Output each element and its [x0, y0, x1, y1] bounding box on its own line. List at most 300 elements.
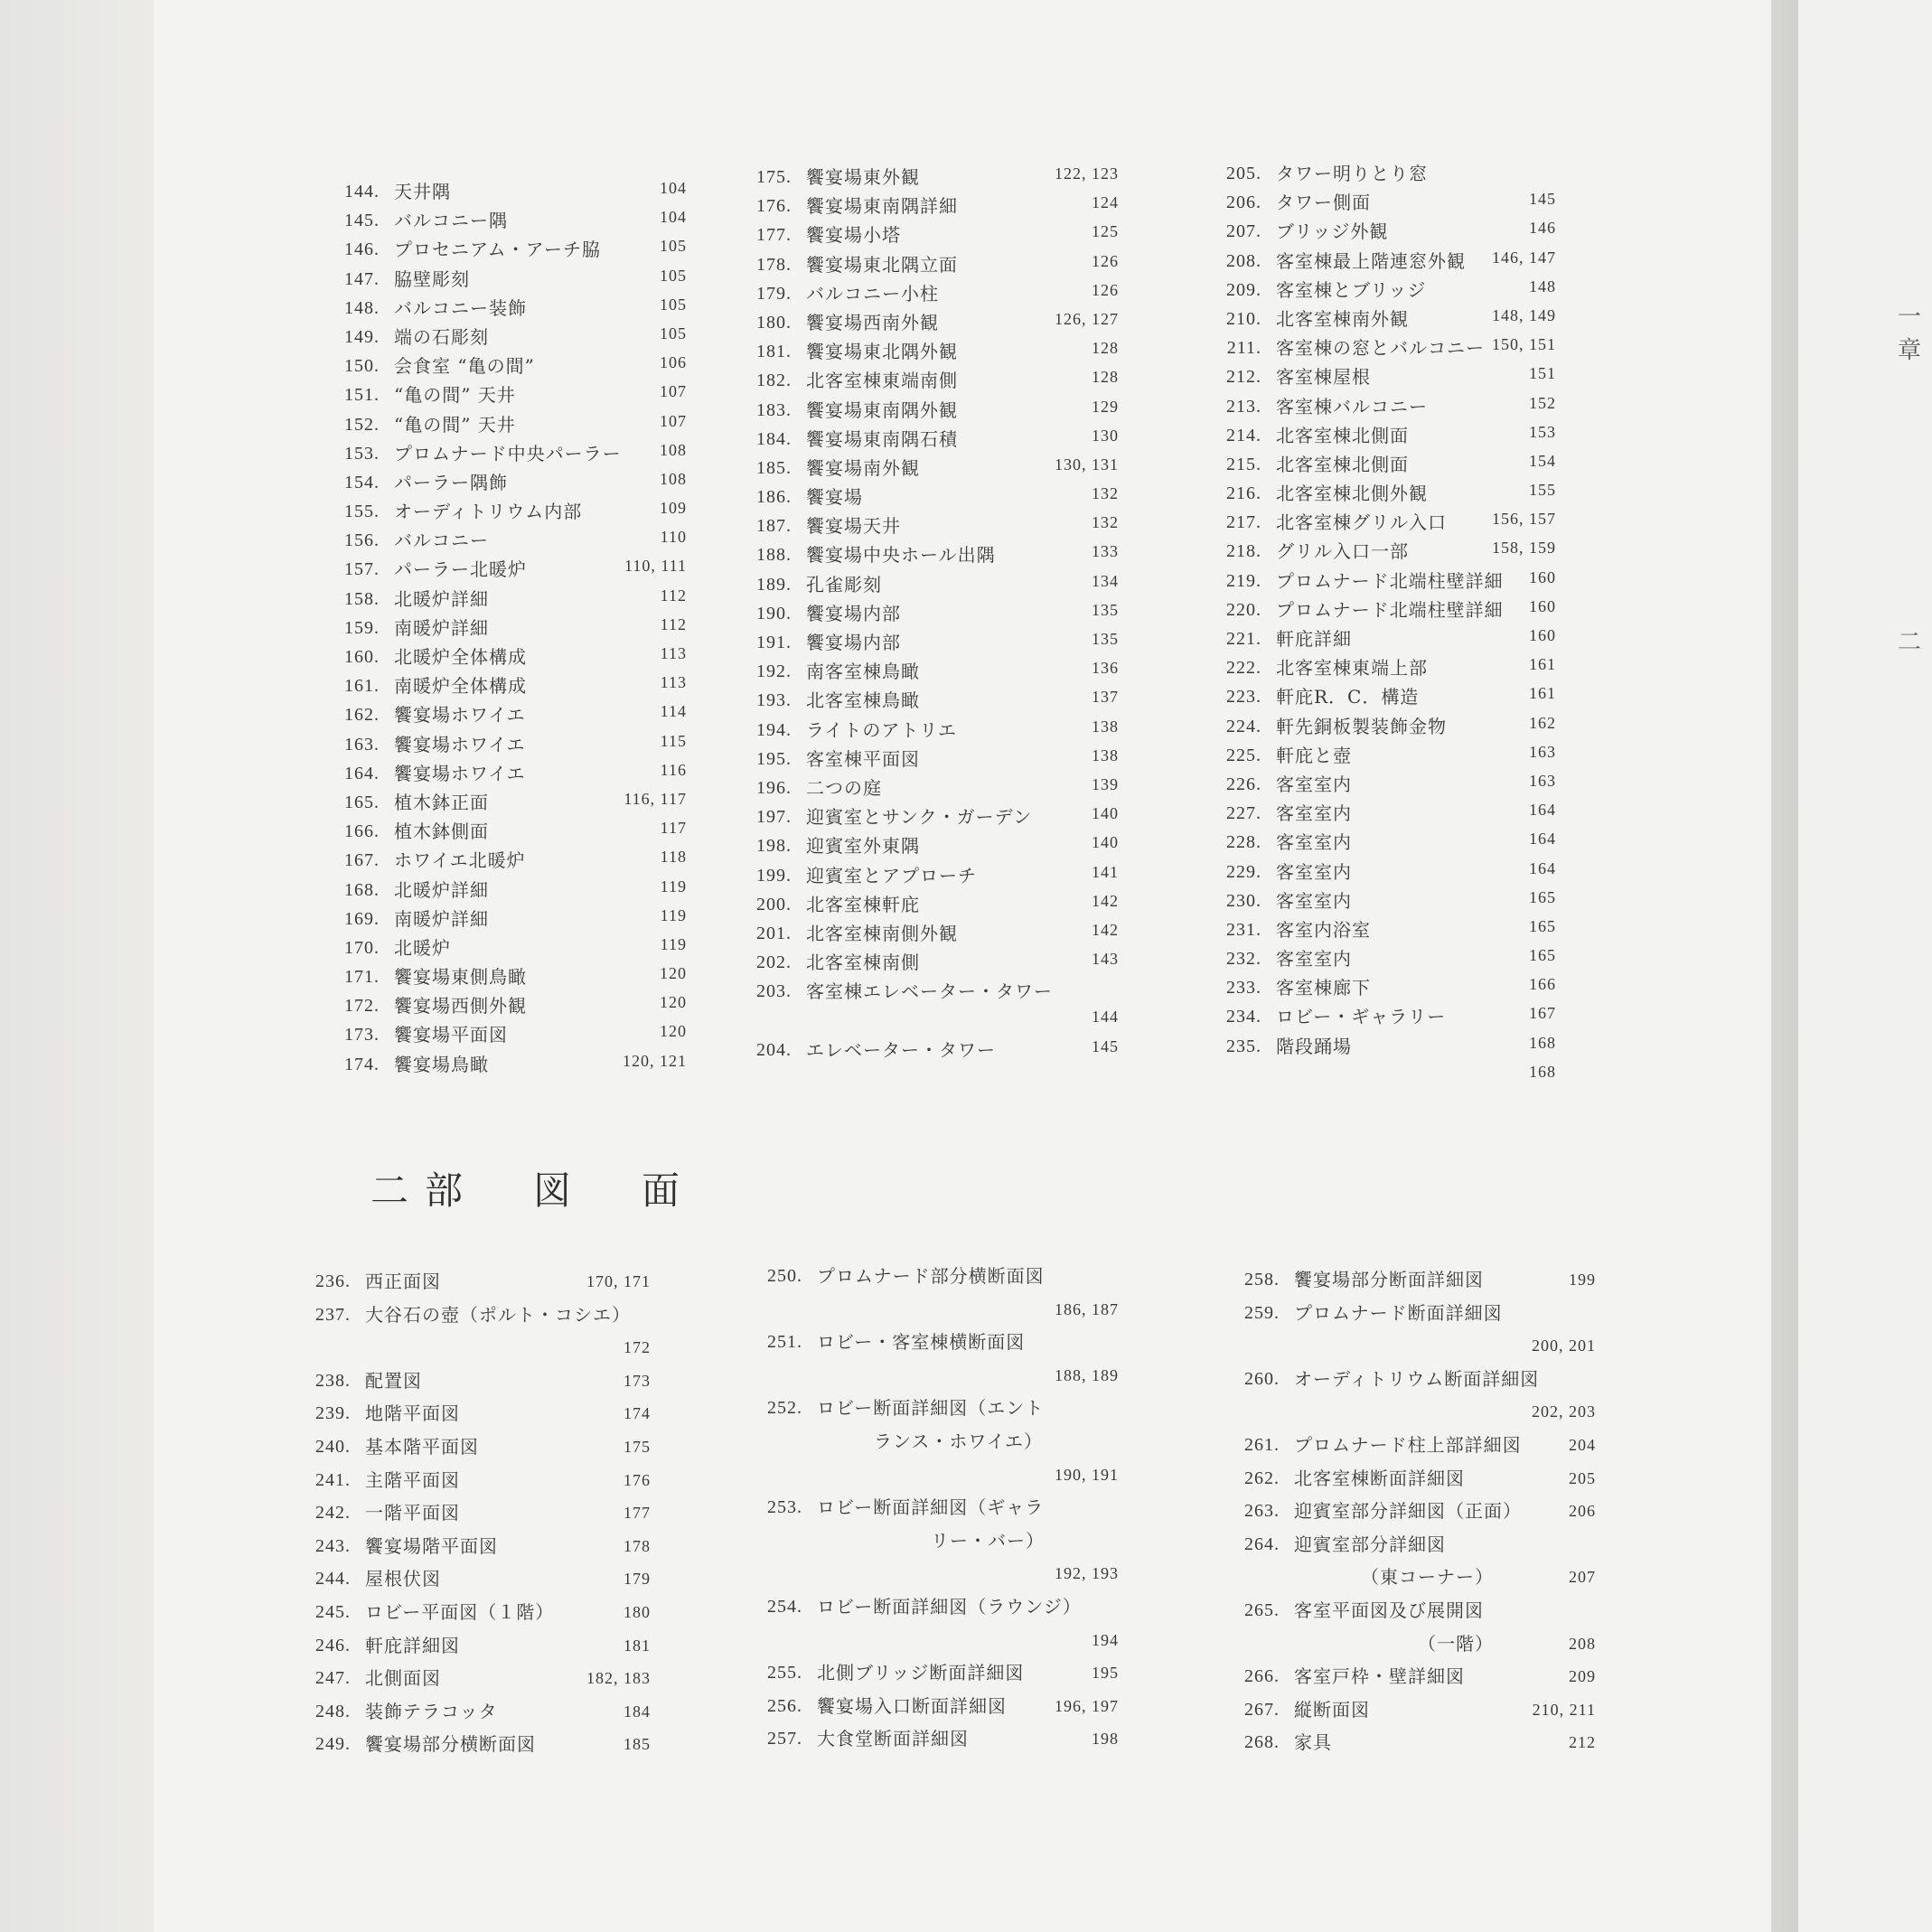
index-entry: [316, 1050, 687, 1079]
entry-number: 241.: [315, 1469, 351, 1490]
index-entry: [1198, 362, 1556, 391]
entry-pages: 132: [1092, 484, 1119, 503]
index-entry: [1216, 1462, 1596, 1496]
index-entry: [728, 802, 1119, 831]
entry-title: 北暖炉: [394, 936, 451, 959]
index-entry: [739, 1392, 1119, 1425]
entry-pages: 164: [1529, 801, 1556, 820]
entry-number: 203.: [756, 981, 792, 1002]
entry-pages: 207: [1569, 1568, 1596, 1587]
entry-title: 軒庇詳細図: [365, 1634, 460, 1656]
entry-number: 148.: [344, 297, 380, 318]
index-entry: [1216, 1263, 1596, 1297]
entry-pages: 142: [1092, 920, 1119, 939]
index-entry: [728, 163, 1119, 192]
entry-title: “亀の間” 天井: [394, 413, 516, 436]
entry-number: 220.: [1226, 599, 1261, 620]
index-entry: [316, 788, 687, 817]
entry-title: リー・バー）: [817, 1529, 1045, 1552]
entry-title: 迎賓室とアプローチ: [806, 864, 977, 886]
index-entry: [1198, 653, 1556, 682]
index-entry: [287, 1464, 651, 1497]
entry-pages: 154: [1529, 451, 1556, 470]
entry-pages: 116: [660, 760, 687, 779]
entry-number: 202.: [756, 952, 792, 973]
entry-pages: 181: [624, 1636, 651, 1655]
entry-title: 饗宴場入口断面詳細図: [817, 1694, 1007, 1717]
index-entry: [1198, 1032, 1556, 1061]
entry-title: 孔雀彫刻: [806, 573, 882, 596]
entry-number: 215.: [1226, 454, 1261, 474]
entry-title: 軒庇と壺: [1276, 744, 1352, 766]
index-column: [1216, 1263, 1596, 1759]
entry-pages: 200, 201: [1532, 1336, 1596, 1355]
index-entry: [728, 628, 1119, 657]
entry-title: ロビー・客室棟横断面図: [817, 1331, 1026, 1354]
entry-title: 客室内浴室: [1276, 918, 1371, 941]
index-entry: [739, 1260, 1119, 1293]
entry-pages: 138: [1092, 746, 1119, 764]
entry-number: 253.: [767, 1497, 802, 1518]
entry-title: 南客室棟鳥瞰: [806, 661, 920, 683]
entry-number: 198.: [756, 836, 792, 857]
index-entry: [316, 323, 687, 352]
entry-title: ランス・ホワイエ）: [817, 1430, 1043, 1452]
entry-pages: 162: [1529, 713, 1556, 732]
entry-number: 232.: [1226, 949, 1261, 970]
index-column: [1198, 159, 1556, 1090]
index-entry: [316, 817, 687, 846]
entry-number: 249.: [315, 1734, 351, 1755]
entry-number: 210.: [1226, 308, 1261, 329]
entry-title: ロビー断面詳細図（エント: [817, 1397, 1045, 1420]
entry-number: 246.: [315, 1635, 351, 1655]
entry-number: 238.: [315, 1370, 351, 1391]
entry-pages: 150, 151: [1492, 335, 1556, 354]
index-entry: [287, 1530, 651, 1563]
entry-number: 243.: [315, 1535, 351, 1556]
entry-pages: 174: [624, 1404, 651, 1423]
entry-pages: 168: [1529, 1033, 1556, 1052]
entry-title: プロムナード柱上部詳細図: [1294, 1433, 1522, 1456]
index-entry: [1198, 944, 1556, 973]
entry-title: （一階）: [1294, 1632, 1494, 1655]
entry-number: 268.: [1244, 1732, 1280, 1753]
entry-number: 251.: [767, 1332, 802, 1353]
index-entry: [1198, 247, 1556, 276]
entry-title: 北側面図: [365, 1667, 441, 1690]
entry-pages: 143: [1092, 950, 1119, 969]
entry-title: 饗宴場東南隅詳細: [806, 195, 958, 218]
entry-number: 173.: [344, 1025, 380, 1046]
entry-title: 北側ブリッジ断面詳細図: [817, 1662, 1025, 1684]
entry-pages: 177: [624, 1504, 651, 1523]
entry-title: 客室棟とブリッジ: [1276, 278, 1427, 301]
entry-title: 迎賓室部分詳細図（正面）: [1294, 1500, 1522, 1523]
entry-title: 饗宴場部分断面詳細図: [1294, 1269, 1484, 1290]
next-page-edge: [1798, 0, 1932, 1932]
entry-title: 客室棟エレベーター・タワー: [806, 980, 1053, 1003]
entry-number: 159.: [344, 617, 380, 638]
entry-title: 階段踊場: [1276, 1035, 1352, 1057]
entry-number: 172.: [344, 996, 380, 1017]
index-entry: [316, 876, 687, 905]
entry-title: 一階平面図: [365, 1502, 460, 1524]
entry-title: バルコニー装飾: [394, 296, 527, 319]
entry-title: “亀の間” 天井: [394, 384, 516, 407]
entry-pages: 144: [1092, 1008, 1119, 1027]
index-entry: [316, 905, 687, 933]
index-entry: [739, 1656, 1119, 1690]
entry-number: 165.: [344, 792, 380, 812]
entry-number: 176.: [756, 196, 792, 217]
entry-number: 196.: [756, 777, 792, 798]
entry-number: 237.: [315, 1304, 351, 1325]
index-entry: [728, 686, 1119, 715]
index-entry: [316, 642, 687, 671]
entry-number: 248.: [315, 1701, 351, 1721]
index-entry: [1198, 770, 1556, 799]
entry-number: 219.: [1226, 570, 1261, 591]
entry-number: 175.: [756, 167, 792, 187]
entry-pages: 167: [1529, 1004, 1556, 1023]
entry-number: 180.: [756, 312, 792, 333]
entry-title: ホワイエ北暖炉: [394, 849, 526, 872]
index-entry: [728, 483, 1119, 511]
entry-title: 植木鉢正面: [394, 791, 489, 813]
index-entry: [1216, 1726, 1596, 1759]
entry-pages: 130, 131: [1055, 455, 1119, 474]
entry-number: 149.: [344, 326, 380, 347]
index-entry: [287, 1430, 651, 1464]
entry-pages: 113: [660, 673, 687, 692]
entry-pages: 134: [1092, 571, 1119, 590]
index-entry: [287, 1397, 651, 1430]
index-entry: [316, 614, 687, 642]
entry-title: オーディトリウム内部: [394, 501, 583, 523]
entry-title: ロビー・ギャラリー: [1276, 1006, 1447, 1028]
entry-number: 193.: [756, 690, 792, 711]
entry-pages: 206: [1569, 1502, 1596, 1521]
entry-pages: 192, 193: [1055, 1564, 1119, 1583]
entry-title: 饗宴場東北隅立面: [806, 253, 958, 276]
entry-title: 北客室棟グリル入口: [1276, 511, 1447, 534]
index-entry: [1198, 828, 1556, 857]
entry-pages: 104: [660, 179, 687, 197]
entry-pages: 163: [1529, 742, 1556, 761]
entry-pages: 120: [660, 964, 687, 983]
entry-pages: 126: [1092, 280, 1119, 299]
entry-number: 254.: [767, 1596, 802, 1617]
entry-number: 260.: [1244, 1368, 1280, 1389]
entry-pages: 129: [1092, 397, 1119, 416]
entry-number: 209.: [1226, 279, 1261, 300]
entry-title: 饗宴場ホワイエ: [394, 704, 526, 727]
entry-pages: 148: [1529, 277, 1556, 295]
index-entry: [739, 1624, 1119, 1657]
index-entry: [316, 410, 687, 439]
entry-title: 南暖炉詳細: [394, 907, 489, 930]
entry-pages: 119: [660, 877, 687, 896]
entry-number: 221.: [1226, 629, 1261, 649]
entry-pages: 212: [1569, 1733, 1596, 1752]
entry-pages: 160: [1529, 596, 1556, 615]
entry-number: 192.: [756, 661, 792, 682]
entry-title: 北暖炉全体構成: [394, 646, 527, 668]
index-entry: [1198, 567, 1556, 596]
entry-number: 205.: [1226, 164, 1261, 183]
entry-title: 縦断面図: [1294, 1698, 1370, 1721]
entry-pages: 208: [1569, 1634, 1596, 1653]
entry-pages: 161: [1529, 655, 1556, 674]
index-entry: [1216, 1693, 1596, 1727]
entry-pages: 184: [624, 1702, 651, 1721]
entry-title: 客室室内: [1276, 889, 1352, 912]
entry-title: 屋根伏図: [365, 1568, 441, 1590]
entry-pages: 186, 187: [1055, 1299, 1119, 1318]
entry-number: 240.: [315, 1436, 351, 1457]
index-entry: [287, 1299, 651, 1332]
index-entry: [1198, 392, 1556, 421]
entry-number: 178.: [756, 254, 792, 275]
entry-number: 218.: [1226, 541, 1261, 562]
entry-number: 211.: [1226, 338, 1261, 359]
index-entry: [739, 1557, 1119, 1590]
index-entry: [1198, 450, 1556, 479]
entry-title: 北客室棟南側: [806, 952, 920, 974]
index-entry: [1198, 799, 1556, 828]
entry-number: 224.: [1226, 716, 1261, 736]
entry-title: 客室戸枠・壁詳細図: [1294, 1665, 1465, 1688]
entry-pages: 172: [624, 1338, 651, 1357]
index-entry: [1216, 1594, 1596, 1627]
entry-pages: 166: [1529, 975, 1556, 994]
entry-title: 饗宴場部分横断面図: [365, 1733, 536, 1756]
entry-title: 客室室内: [1276, 948, 1352, 971]
next-page-text: 二: [1898, 629, 1922, 656]
entry-pages: 205: [1569, 1468, 1596, 1487]
entry-number: 166.: [344, 821, 380, 842]
entry-pages: 202, 203: [1532, 1402, 1596, 1421]
entry-pages: 128: [1092, 339, 1119, 358]
entry-title: 配置図: [365, 1369, 422, 1392]
entry-title: 客室平面図及び展開図: [1294, 1599, 1484, 1621]
entry-title: 客室室内: [1276, 831, 1352, 854]
index-entry: [728, 396, 1119, 425]
entry-number: 147.: [344, 268, 380, 289]
entry-number: 197.: [756, 807, 792, 828]
entry-pages: 139: [1092, 774, 1119, 793]
entry-number: 201.: [756, 923, 792, 943]
entry-number: 156.: [344, 530, 380, 551]
entry-title: 大谷石の壺（ポルト・コシエ）: [365, 1303, 631, 1326]
entry-pages: 126, 127: [1055, 309, 1119, 328]
entry-title: 軒庇R．C．構造: [1276, 686, 1420, 708]
entry-number: 163.: [344, 734, 380, 755]
index-entry: [287, 1365, 651, 1398]
entry-number: 247.: [315, 1668, 351, 1689]
index-entry: [739, 1590, 1119, 1624]
index-entry: [728, 220, 1119, 249]
entry-title: 植木鉢側面: [394, 821, 489, 843]
index-entry: [1198, 858, 1556, 886]
entry-pages: 156, 157: [1492, 510, 1556, 529]
entry-title: 饗宴場: [806, 486, 863, 509]
entry-number: 256.: [767, 1695, 802, 1716]
index-entry: [728, 337, 1119, 366]
entry-pages: 180: [624, 1602, 651, 1621]
entry-number: 145.: [344, 211, 380, 231]
index-entry: [1216, 1329, 1596, 1363]
entry-title: 客室棟屋根: [1276, 366, 1371, 389]
entry-title: プロムナード北端柱壁詳細: [1276, 598, 1504, 621]
index-entry: [728, 366, 1119, 395]
entry-title: 饗宴場南外観: [806, 456, 920, 479]
entry-title: バルコニー隅: [394, 210, 508, 232]
index-entry: [1216, 1627, 1596, 1661]
entry-number: 264.: [1244, 1533, 1280, 1554]
entry-number: 216.: [1226, 483, 1261, 504]
entry-number: 194.: [756, 719, 792, 740]
entry-pages: 118: [660, 848, 687, 867]
entry-title: 迎賓室外東隅: [806, 835, 920, 858]
entry-pages: 107: [660, 411, 687, 430]
entry-title: 地階平面図: [365, 1402, 460, 1425]
entry-pages: 136: [1092, 659, 1119, 678]
index-entry: [1198, 712, 1556, 741]
entry-title: 天井隅: [394, 181, 451, 202]
entry-title: 客室棟最上階連窓外観: [1276, 249, 1466, 272]
entry-title: 装飾テラコッタ: [365, 1700, 498, 1722]
entry-number: 186.: [756, 487, 792, 508]
index-entry: [316, 846, 687, 875]
entry-number: 179.: [756, 283, 792, 304]
entry-number: 187.: [756, 516, 792, 537]
entry-number: 160.: [344, 647, 380, 667]
entry-pages: 112: [660, 614, 687, 633]
entry-title: 北客室棟東端南側: [806, 370, 958, 392]
entry-number: 226.: [1226, 774, 1261, 794]
entry-number: 170.: [344, 937, 380, 958]
index-entry: [316, 700, 687, 729]
index-entry: [316, 265, 687, 294]
entry-title: 客室室内: [1276, 802, 1352, 825]
entry-pages: 119: [660, 905, 687, 924]
index-entry: [739, 1326, 1119, 1359]
entry-pages: 164: [1529, 830, 1556, 849]
entry-pages: 173: [624, 1371, 651, 1390]
entry-number: 184.: [756, 428, 792, 449]
entry-number: 168.: [344, 879, 380, 900]
entry-title: 饗宴場内部: [806, 632, 901, 653]
entry-pages: 196, 197: [1055, 1696, 1119, 1715]
index-entry: [287, 1265, 651, 1299]
index-entry: [1216, 1495, 1596, 1528]
index-entry: [287, 1331, 651, 1365]
entry-title: 南暖炉詳細: [394, 616, 489, 639]
entry-pages: 115: [660, 731, 687, 750]
entry-title: タワー側面: [1276, 192, 1371, 214]
entry-pages: 110: [660, 528, 687, 547]
index-entry: [728, 774, 1119, 802]
entry-number: 191.: [756, 633, 792, 652]
entry-pages: 176: [624, 1470, 651, 1489]
entry-title: パーラー北暖炉: [394, 558, 527, 581]
index-entry: [728, 599, 1119, 628]
entry-title: 北暖炉詳細: [394, 878, 489, 901]
index-entry: [739, 1359, 1119, 1393]
entry-number: 144.: [344, 182, 380, 202]
index-entry: [1216, 1297, 1596, 1330]
entry-pages: 130: [1092, 426, 1119, 445]
entry-number: 169.: [344, 908, 380, 929]
entry-pages: 185: [624, 1735, 651, 1754]
index-entry: [316, 352, 687, 380]
entry-title: ロビー断面詳細図（ラウンジ）: [817, 1595, 1082, 1618]
entry-title: オーディトリウム断面詳細図: [1294, 1367, 1540, 1390]
entry-title: 客室室内: [1276, 860, 1352, 883]
index-entry: [316, 585, 687, 614]
index-entry: [316, 933, 687, 962]
entry-number: 154.: [344, 472, 380, 492]
entry-title: バルコニー小柱: [806, 282, 939, 305]
index-entry: [287, 1496, 651, 1530]
entry-pages: 126: [1092, 251, 1119, 270]
entry-number: 214.: [1226, 425, 1261, 445]
entry-pages: 153: [1529, 422, 1556, 441]
entry-title: 北客室棟東端上部: [1276, 657, 1428, 680]
index-column: [728, 163, 1119, 1064]
index-entry: [728, 250, 1119, 279]
entry-pages: 117: [660, 819, 687, 838]
entry-number: 207.: [1226, 221, 1261, 242]
index-entry: [316, 206, 687, 235]
entry-pages: 209: [1569, 1667, 1596, 1686]
entry-title: パーラー隅飾: [394, 471, 508, 493]
entry-pages: 163: [1529, 771, 1556, 790]
entry-pages: 155: [1529, 481, 1556, 500]
entry-pages: 135: [1092, 630, 1119, 648]
index-entry: [728, 919, 1119, 948]
entry-number: 252.: [767, 1398, 802, 1419]
index-entry: [728, 454, 1119, 483]
index-entry: [728, 511, 1119, 540]
index-entry: [1198, 333, 1556, 362]
entry-number: 227.: [1226, 803, 1261, 824]
entry-pages: 116, 117: [624, 789, 687, 808]
entry-title: 饗宴場東南隅外観: [806, 399, 958, 421]
index-entry: [1216, 1528, 1596, 1562]
entry-title: 饗宴場鳥瞰: [394, 1053, 489, 1075]
index-entry: [739, 1722, 1119, 1756]
entry-pages: 105: [660, 266, 687, 285]
entry-pages: 108: [660, 469, 687, 488]
index-entry: [728, 308, 1119, 337]
index-entry: [316, 177, 687, 206]
entry-number: 188.: [756, 545, 792, 566]
entry-title: エレベーター・タワー: [806, 1038, 996, 1061]
index-entry: [728, 831, 1119, 860]
index-entry: [728, 948, 1119, 977]
entry-pages: 140: [1092, 804, 1119, 823]
entry-pages: 105: [660, 295, 687, 314]
entry-number: 229.: [1226, 861, 1261, 882]
index-entry: [1198, 886, 1556, 915]
entry-number: 208.: [1226, 250, 1261, 271]
entry-number: 189.: [756, 574, 792, 595]
entry-number: 206.: [1226, 192, 1261, 213]
entry-title: 饗宴場東南隅石積: [806, 427, 958, 450]
